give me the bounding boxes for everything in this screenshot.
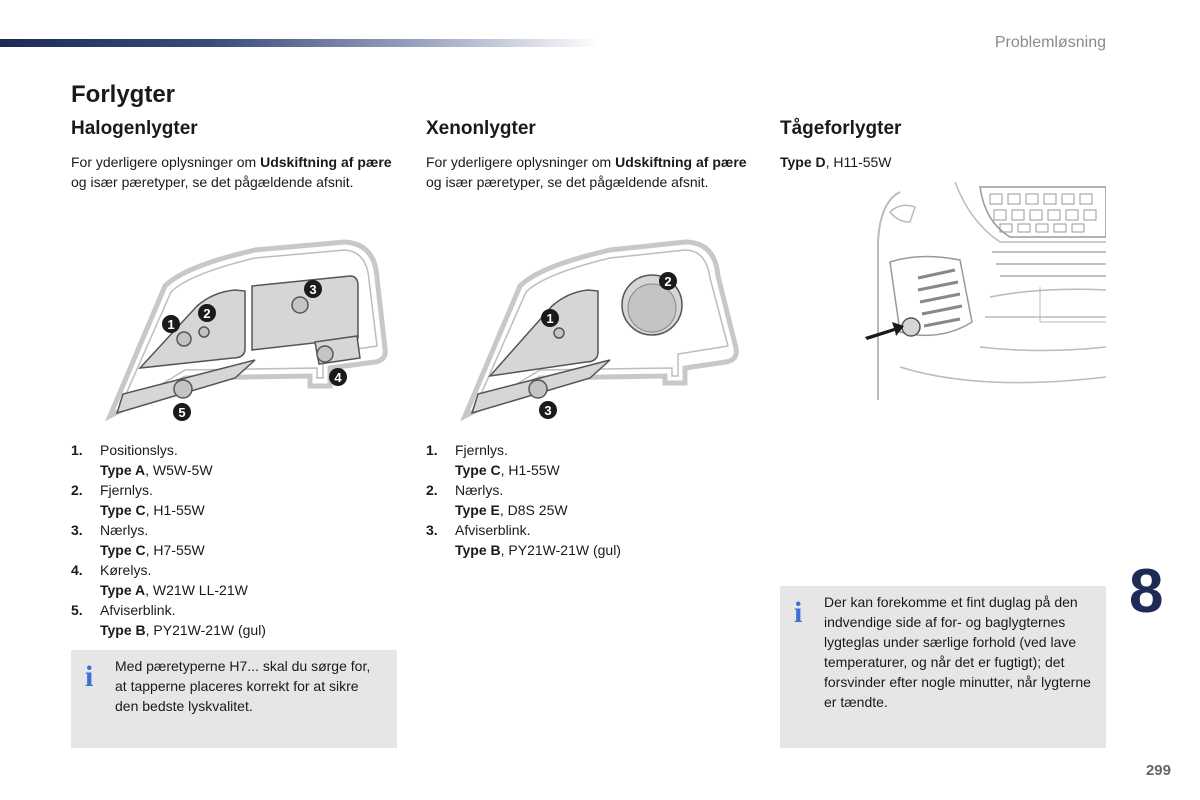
list-item <box>71 480 391 520</box>
item-number: 4. <box>71 562 83 578</box>
svg-text:2: 2 <box>664 274 672 289</box>
fog-type <box>780 152 1110 172</box>
xenon-column <box>426 118 756 192</box>
fog-lamp-diagram <box>860 182 1106 402</box>
item-number: 3. <box>426 522 438 538</box>
intro-text: For yderligere oplysninger om <box>426 154 616 170</box>
item-number: 1. <box>71 442 83 458</box>
item-name: Afviserblink. <box>455 522 531 538</box>
fog-type-value: , H11-55W <box>825 154 892 170</box>
item-name: Nærlys. <box>455 482 504 498</box>
item-name: Fjernlys. <box>100 482 153 498</box>
svg-text:2: 2 <box>203 306 211 321</box>
arrow-icon <box>865 322 904 340</box>
callout-3 <box>304 280 322 298</box>
list-item <box>426 520 746 560</box>
callout-2 <box>659 272 677 290</box>
svg-text:1: 1 <box>167 317 175 332</box>
svg-text:3: 3 <box>309 282 317 297</box>
item-type-label: Type C <box>100 502 146 518</box>
item-number: 3. <box>71 522 83 538</box>
fog-column <box>780 118 1110 172</box>
callout-2 <box>198 304 216 322</box>
svg-text:4: 4 <box>334 370 342 385</box>
info-icon: i <box>794 596 803 629</box>
item-type-value: , W21W LL-21W <box>145 582 248 598</box>
halogen-headlamp-diagram <box>105 238 395 428</box>
svg-text:5: 5 <box>178 405 186 420</box>
item-type-value: , PY21W-21W (gul) <box>145 622 266 638</box>
list-item <box>71 440 391 480</box>
page-title: Forlygter <box>71 81 176 108</box>
list-item <box>71 560 391 600</box>
item-type-value: , H1-55W <box>500 462 560 478</box>
item-type-value: , D8S 25W <box>499 502 568 518</box>
xenon-intro <box>426 152 756 192</box>
item-name: Kørelys. <box>100 562 152 578</box>
item-type-value: , H7-55W <box>145 542 205 558</box>
callout-5 <box>173 403 191 421</box>
xenon-headlamp-diagram <box>460 238 750 428</box>
halogen-intro <box>71 152 401 192</box>
item-type-value: , H1-55W <box>145 502 205 518</box>
item-name: Fjernlys. <box>455 442 508 458</box>
fog-info-box <box>780 586 1106 748</box>
intro-bold: Udskiftning af pære <box>260 154 392 170</box>
xenon-bulb-list <box>426 440 746 560</box>
callout-3 <box>539 401 557 419</box>
intro-text: og især pæretyper, se det pågældende afsnit. <box>71 174 354 190</box>
list-item <box>426 480 746 520</box>
item-type-label: Type C <box>455 462 501 478</box>
item-type-value: , PY21W-21W (gul) <box>500 542 621 558</box>
chapter-number: 8 <box>1129 557 1164 626</box>
section-label: Problemløsning <box>994 34 1106 51</box>
halogen-info-box <box>71 650 397 748</box>
intro-bold: Udskiftning af pære <box>615 154 747 170</box>
item-number: 2. <box>426 482 438 498</box>
item-type-label: Type C <box>100 542 146 558</box>
item-type-label: Type B <box>100 622 146 638</box>
item-number: 2. <box>71 482 83 498</box>
item-number: 5. <box>71 602 83 618</box>
callout-1 <box>162 315 180 333</box>
info-icon: i <box>85 660 94 693</box>
svg-text:3: 3 <box>544 403 552 418</box>
xenon-heading: Xenonlygter <box>426 118 536 139</box>
callout-1 <box>541 309 559 327</box>
list-item <box>71 600 391 640</box>
fog-type-label: Type D <box>780 154 826 170</box>
list-item <box>426 440 746 480</box>
item-name: Nærlys. <box>100 522 149 538</box>
list-item <box>71 520 391 560</box>
halogen-heading: Halogenlygter <box>71 118 198 139</box>
item-type-label: Type A <box>100 582 146 598</box>
item-type-label: Type E <box>455 502 500 518</box>
halogen-column <box>71 118 401 192</box>
svg-text:1: 1 <box>546 311 554 326</box>
item-name: Positionslys. <box>100 442 178 458</box>
intro-text: For yderligere oplysninger om <box>71 154 261 170</box>
callout-4 <box>329 368 347 386</box>
info-text: Der kan forekomme et fint duglag på den indvendige side af for- og baglygternes lygteglas under særlige forhold (ved lave temperaturer, og når det er fugtigt); det forsvinder efter nogle minutter, når lygterne er tændte. <box>824 594 1091 710</box>
item-number: 1. <box>426 442 438 458</box>
intro-text: og især pæretyper, se det pågældende afsnit. <box>426 174 709 190</box>
fog-heading: Tågeforlygter <box>780 118 902 139</box>
item-type-value: , W5W-5W <box>145 462 213 478</box>
item-type-label: Type A <box>100 462 146 478</box>
item-type-label: Type B <box>455 542 501 558</box>
info-text: Med pæretyperne H7... skal du sørge for, at tapperne placeres korrekt for at sikre den bedste lyskvalitet. <box>115 658 371 714</box>
page-number: 299 <box>1145 762 1171 779</box>
header-gradient-bar <box>0 39 600 47</box>
halogen-bulb-list <box>71 440 391 640</box>
item-name: Afviserblink. <box>100 602 176 618</box>
